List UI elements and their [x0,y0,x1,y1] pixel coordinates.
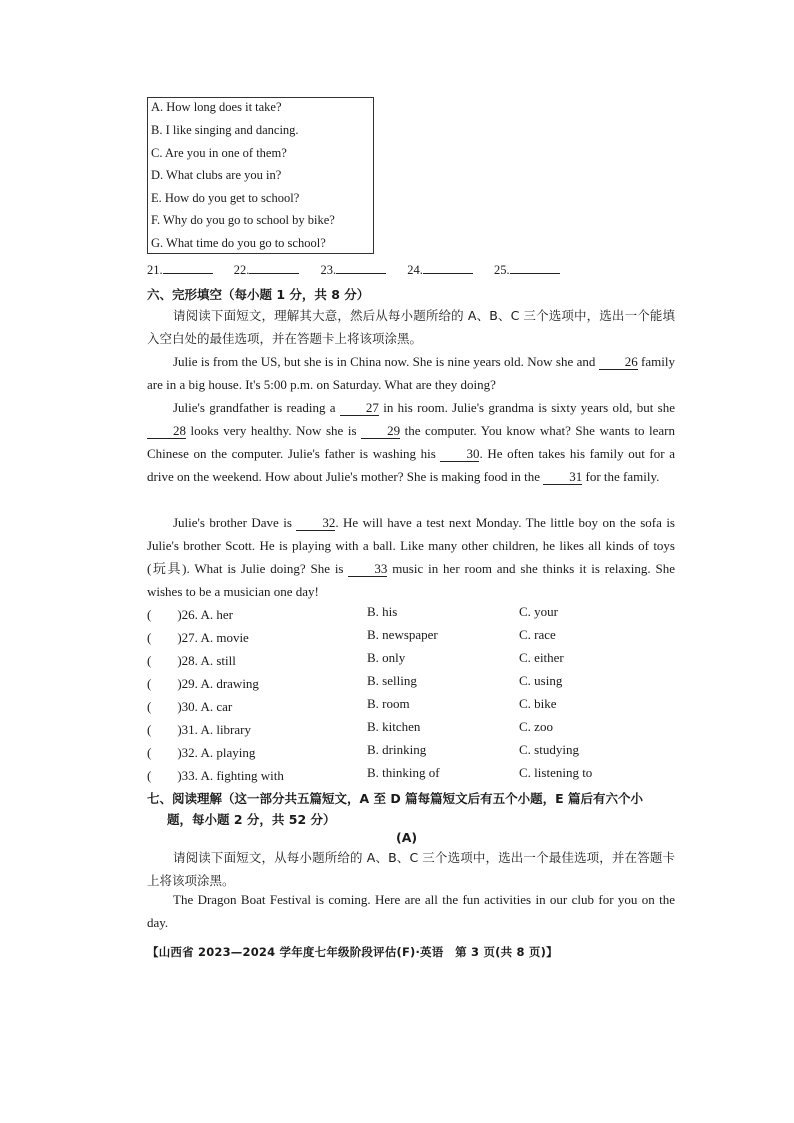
blank-28[interactable]: 28 [147,424,186,439]
answer-blank-24[interactable] [423,262,473,274]
question-32-option-b[interactable]: B. drinking [367,742,427,757]
question-26-option-c[interactable]: C. your [519,604,558,619]
question-30[interactable]: ( )30. A. car [147,699,233,714]
question-30-option-c[interactable]: C. bike [519,696,557,711]
passage-a-text: The Dragon Boat Festival is coming. Here are all the fun activities in our club for you on the day. [147,892,675,930]
question-31-option-b[interactable]: B. kitchen [367,719,421,734]
option-b: B. I like singing and dancing. [151,123,299,137]
page-footer: 【山西省 2023—2024 学年度七年级阶段评估(F)·英语 第 3 页(共 8 页)】 [147,945,558,959]
question-29-option-c[interactable]: C. using [519,673,563,688]
passage-text: for the family. [582,469,660,484]
blank-label: 23. [320,263,337,277]
passage-paragraph-1 [147,350,675,396]
passage-text: . He will have a test next Monday. The little boy on the sofa is Julie's brother Scott. He is playing with a ball. Like many other children, he likes all kinds of toys (玩具). What is Julie doing? She is [147,515,675,576]
question-list [147,604,675,789]
question-32-option-c[interactable]: C. studying [519,742,579,757]
section7-heading-line1: 七、阅读理解（这一部分共五篇短文，A 至 D 篇每篇短文后有五个小题，E 篇后有六个小 [147,791,643,806]
question-32[interactable]: ( )32. A. playing [147,745,256,760]
question-33-option-b[interactable]: B. thinking of [367,765,440,780]
question-31[interactable]: ( )31. A. library [147,722,251,737]
option-d: D. What clubs are you in? [151,168,282,182]
blank-29[interactable]: 29 [361,424,400,439]
section7-instruction: 请阅读下面短文，从每小题所给的 A、B、C 三个选项中，选出一个最佳选项，并在答题卡上将该项涂黑。 [147,850,675,888]
passage-text: looks very healthy. Now she is [186,423,362,438]
passage-text: family are in a big house. It's 5:00 p.m. on Saturday. What are they doing? [147,354,675,392]
blank-27[interactable]: 27 [340,401,379,416]
passage-text: . He often takes his family out for a drive on the weekend. How about Julie's mother? She is making food in the [147,446,675,484]
section7-heading-line2: 题，每小题 2 分，共 52 分） [167,812,336,827]
option-g: G. What time do you go to school? [151,236,326,250]
blank-label: 21. [147,263,163,277]
option-f: F. Why do you go to school by bike? [151,213,335,227]
passage-paragraph-2 [147,396,675,488]
question-29[interactable]: ( )29. A. drawing [147,676,259,691]
passage-text: music in her room and she thinks it is relaxing. She wishes to be a musician one day! [147,561,675,599]
passage-text: Julie's grandfather is reading a [173,400,340,415]
passage-text: Julie's brother Dave is [173,515,297,530]
question-33[interactable]: ( )33. A. fighting with [147,768,284,783]
blank-32[interactable]: 32 [296,516,335,531]
question-28[interactable]: ( )28. A. still [147,653,236,668]
answer-blank-22[interactable] [249,262,299,274]
passage-text: the computer. You know what? She wants to learn Chinese on the computer. Julie's father is washing his [147,423,675,461]
passage-text: Julie is from the US, but she is in China now. She is nine years old. Now she and [173,354,599,369]
blank-label: 24. [407,263,423,277]
answer-blank-25[interactable] [510,262,560,274]
passage-text: in his room. Julie's grandma is sixty years old, but she [378,400,675,415]
option-e: E. How do you get to school? [151,191,300,205]
passage-a-label: (A) [396,830,418,845]
option-a: A. How long does it take? [151,100,282,114]
blank-label: 25. [494,263,510,277]
blank-label: 22. [233,263,250,277]
question-26-option-b[interactable]: B. his [367,604,398,619]
answer-blank-23[interactable] [336,262,386,274]
options-box [147,97,374,254]
section6-heading: 六、完形填空（每小题 1 分，共 8 分） [147,287,370,302]
answer-blanks [147,262,578,278]
question-28-option-c[interactable]: C. either [519,650,564,665]
question-27-option-b[interactable]: B. newspaper [367,627,438,642]
question-29-option-b[interactable]: B. selling [367,673,417,688]
blank-31[interactable]: 31 [543,470,582,485]
blank-30[interactable]: 30 [440,447,479,462]
option-c: C. Are you in one of them? [151,146,287,160]
question-27[interactable]: ( )27. A. movie [147,630,249,645]
section6-instruction: 请阅读下面短文，理解其大意，然后从每小题所给的 A、B、C 三个选项中，选出一个能填入空白处的最佳选项，并在答题卡上将该项涂黑。 [147,308,675,346]
question-33-option-c[interactable]: C. listening to [519,765,593,780]
blank-26[interactable]: 26 [599,355,638,370]
question-28-option-b[interactable]: B. only [367,650,406,665]
passage-paragraph-3 [147,511,675,603]
blank-33[interactable]: 33 [348,562,387,577]
question-26[interactable]: ( )26. A. her [147,607,233,622]
question-31-option-c[interactable]: C. zoo [519,719,553,734]
question-27-option-c[interactable]: C. race [519,627,556,642]
question-30-option-b[interactable]: B. room [367,696,410,711]
answer-blank-21[interactable] [163,262,213,274]
